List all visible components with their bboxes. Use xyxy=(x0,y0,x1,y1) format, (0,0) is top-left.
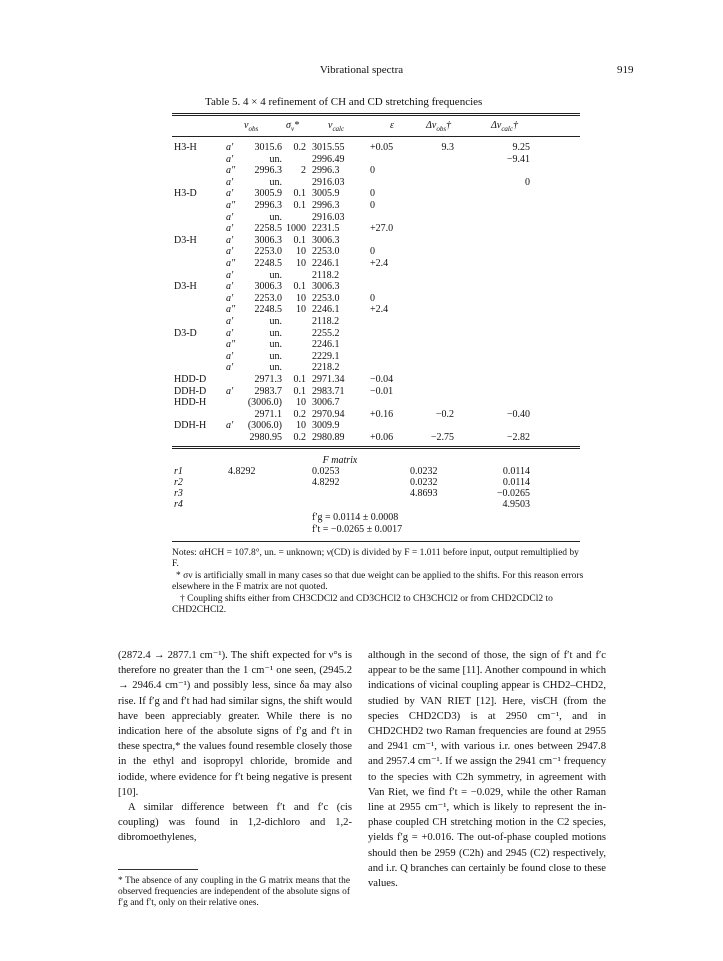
f-matrix-cell-col-4: 0.0114 xyxy=(502,477,530,488)
table-cell-dnu-calc: 0 xyxy=(525,176,530,188)
table-cell-nu-obs: un. xyxy=(269,327,282,339)
table-cell-dnu-calc: −2.82 xyxy=(506,432,530,443)
table-cell-sigma: 0.1 xyxy=(293,234,306,246)
table-note-1: Notes: αHCH = 107.8°, un. = unknown; ν(CD) is divided by F = 1.011 before input, output remultiplied by F. xyxy=(172,548,579,569)
table-cell-symmetry: a′ xyxy=(226,234,234,246)
table-cell-symmetry: a′ xyxy=(226,246,234,258)
table-cell-nu-calc: 2996.49 xyxy=(312,153,345,165)
table-cell-symmetry: a′ xyxy=(226,176,234,188)
table-cell-symmetry: a′ xyxy=(226,211,234,223)
table-cell-nu-calc: 2246.1 xyxy=(312,304,340,316)
table-cell-nu-calc: 3009.9 xyxy=(312,420,340,432)
f-matrix-cell-col-3: 0.0232 xyxy=(410,466,438,477)
table-cell-sigma: 10 xyxy=(296,246,306,258)
table-cell-symmetry: a″ xyxy=(226,304,236,316)
body-left-paragraph-1: (2872.4 → 2877.1 cm⁻¹). The shift expected for ν°s is therefore no greater than the 1 cm⁻¹ one seen, (2945.2 → 2946.4 cm⁻¹) and possibly less, since δa may also rise. If f′g and f′t had had similar signs, the shift would have been appreciably greater. While there is no indication here of the absolute signs of f′g and f′t in these spectra,* the values found resemble closely those in the ethyl and isopropyl chloride, bromide and iodide, where evidence for f′t being negative is present [10]. xyxy=(118,650,352,798)
table-cell-species: D3-D xyxy=(174,327,197,339)
table-cell-nu-obs: un. xyxy=(269,176,282,188)
table-bottom-rule xyxy=(172,446,580,447)
table-cell-epsilon: +0.05 xyxy=(370,142,394,153)
table-cell-epsilon: 0 xyxy=(370,200,375,211)
f-matrix-cell-label: r3 xyxy=(174,488,183,499)
table-cell-symmetry: a′ xyxy=(226,269,234,281)
table-cell-nu-obs: (3006.0) xyxy=(247,420,282,432)
table-cell-symmetry: a′ xyxy=(226,350,234,362)
table-cell-nu-obs: 2980.95 xyxy=(249,432,282,443)
table-cell-nu-obs: 3006.3 xyxy=(254,281,282,293)
table-cell-epsilon: −0.04 xyxy=(370,374,394,385)
col-header-sigma: $\sigma_\nu*$ xyxy=(286,120,300,133)
table-cell-sigma: 1000 xyxy=(286,223,306,235)
table-cell-nu-calc: 2253.0 xyxy=(312,246,340,258)
f-matrix-cell-col-3: 0.0232 xyxy=(410,477,438,488)
table-cell-symmetry: a′ xyxy=(226,420,234,432)
table-cell-sigma: 10 xyxy=(296,304,306,316)
table-cell-nu-calc: 2118.2 xyxy=(312,269,340,281)
table-cell-symmetry: a′ xyxy=(226,292,234,304)
table-cell-nu-calc: 3006.3 xyxy=(312,281,340,293)
table-cell-nu-obs: 2248.5 xyxy=(254,304,282,316)
table-cell-epsilon: 0 xyxy=(370,292,375,304)
table-cell-nu-calc: 2983.71 xyxy=(312,385,345,397)
table-cell-sigma: 0.2 xyxy=(293,408,306,420)
table-cell-symmetry: a″ xyxy=(226,165,236,177)
table-cell-dnu-obs: 9.3 xyxy=(441,142,454,153)
table-cell-sigma: 0.1 xyxy=(293,200,306,211)
f-matrix-cell-label: r1 xyxy=(174,466,183,477)
table-cell-sigma: 10 xyxy=(296,420,306,432)
f-matrix-cell-col-3: 4.8693 xyxy=(410,488,438,499)
table-cell-species: H3-D xyxy=(174,188,197,200)
table-cell-symmetry: a′ xyxy=(226,223,234,235)
table-cell-nu-calc: 2218.2 xyxy=(312,362,340,374)
table-cell-sigma: 10 xyxy=(296,258,306,269)
body-right-paragraph-1: although in the second of those, the sign of f′t and f′c appear to be the same [11]. Another compound in which indications of vicinal coupling appear is CHD2–CHD2, studied by VAN RIET [12]. Here, νisCH (from the species CHD2CD3) is at 2950 cm⁻¹, and in CHD2CHD2 two Raman frequencies are found at 2955 and 2941 cm⁻¹, with various i.r. ones between 2947.8 and 2957.4 cm⁻¹. If we assign the 2941 cm⁻¹ frequency to the species with C2h symmetry, in agreement with Van Riet, we find f′t = −0.029, while the other Raman line at 2955 cm⁻¹, which is likely to represent the in-phase coupled CH stretching motion in the C2 species, yields f′g = +0.016. The out-of-phase coupled motions should then be 2959 (C2h) and 2945 (C2) respectively, and i.r. Q branches can certainly be found close to these values. xyxy=(368,650,606,890)
table-cell-epsilon: +0.06 xyxy=(370,432,394,443)
f-matrix-cell-col-2: 4.8292 xyxy=(312,477,340,488)
col-header-nu-calc: $\nu_{calc}$ xyxy=(328,120,345,133)
table-cell-species: D3-H xyxy=(174,281,197,293)
f-matrix-cell-col-2: 0.0253 xyxy=(312,466,340,477)
table-cell-nu-calc: 2229.1 xyxy=(312,350,340,362)
table-cell-nu-obs: un. xyxy=(269,269,282,281)
table-cell-nu-calc: 2246.1 xyxy=(312,258,340,269)
table-cell-epsilon: 0 xyxy=(370,246,375,258)
col-header-dnu-obs: $\Delta\nu_{obs}\dagger$ xyxy=(426,120,452,133)
body-left-paragraph-2: A similar difference between f′t and f′c (cis coupling) was found in 1,2-dichloro and 1,2-dibromoethylenes, xyxy=(118,802,352,844)
table-cell-nu-obs: 3015.6 xyxy=(254,142,282,153)
table-cell-nu-obs: un. xyxy=(269,211,282,223)
f-matrix-cell-col-1: 4.8292 xyxy=(228,466,256,477)
f-matrix-cell-label: r2 xyxy=(174,477,183,488)
table-cell-nu-calc: 2980.89 xyxy=(312,432,345,443)
table-note-2: * σν is artificially small in many cases so that due weight can be applied to the shifts. For this reason errors elsewhere in the F matrix are not quoted. xyxy=(172,571,584,592)
table-cell-nu-calc: 2253.0 xyxy=(312,292,340,304)
table-cell-epsilon: 0 xyxy=(370,188,375,200)
table-cell-species: DDH-H xyxy=(174,420,207,432)
f-matrix-label: F matrix xyxy=(322,455,358,466)
table-cell-epsilon: 0 xyxy=(370,165,375,177)
table-cell-nu-obs: 2996.3 xyxy=(254,165,282,177)
table-cell-nu-obs: 3006.3 xyxy=(254,234,282,246)
body-right-column xyxy=(368,648,606,891)
table-cell-nu-obs: 2971.1 xyxy=(254,408,282,420)
table-cell-nu-obs: un. xyxy=(269,153,282,165)
table-cell-nu-obs: 2971.3 xyxy=(254,374,282,385)
table-cell-symmetry: a′ xyxy=(226,385,234,397)
table-cell-species: D3-H xyxy=(174,234,197,246)
table-cell-nu-obs: 2258.5 xyxy=(254,223,282,235)
table-cell-symmetry: a″ xyxy=(226,258,236,269)
table-cell-nu-obs: un. xyxy=(269,339,282,351)
table-cell-symmetry: a′ xyxy=(226,316,234,327)
table-cell-nu-calc: 2118.2 xyxy=(312,316,340,327)
table-cell-sigma: 10 xyxy=(296,292,306,304)
table-cell-nu-calc: 2971.34 xyxy=(312,374,345,385)
footnote: * The absence of any coupling in the G matrix means that the observed frequencies are independent of the absolute signs of f′g and f′t, only on their relative ones. xyxy=(118,876,350,908)
table-cell-nu-calc: 3006.3 xyxy=(312,234,340,246)
table-cell-sigma: 0.1 xyxy=(293,385,306,397)
col-header-nu-obs: $\nu_{obs}$ xyxy=(244,120,259,133)
table-bottom-rule-2 xyxy=(172,448,580,449)
table-cell-symmetry: a″ xyxy=(226,200,236,211)
col-header-epsilon: ε xyxy=(390,120,394,131)
table-cell-species: H3-H xyxy=(174,142,197,153)
table-cell-sigma: 10 xyxy=(296,397,306,409)
f-matrix-cell-label: r4 xyxy=(174,499,183,510)
table-cell-sigma: 2 xyxy=(301,165,306,177)
table-cell-epsilon: −0.01 xyxy=(370,385,394,397)
table-cell-dnu-calc: −0.40 xyxy=(506,408,530,420)
table-cell-epsilon: +2.4 xyxy=(370,258,389,269)
table-cell-epsilon: +2.4 xyxy=(370,304,389,316)
body-left-column xyxy=(118,648,352,846)
table-cell-nu-obs: 2248.5 xyxy=(254,258,282,269)
table-cell-nu-obs: 3005.9 xyxy=(254,188,282,200)
table-cell-symmetry: a′ xyxy=(226,362,234,374)
f-t-value: f′t = −0.0265 ± 0.0017 xyxy=(312,524,403,535)
table-cell-nu-obs: (3006.0) xyxy=(247,397,282,409)
table-cell-nu-obs: 2983.7 xyxy=(254,385,282,397)
table-cell-species: HDD-D xyxy=(174,374,207,385)
table-cell-epsilon: +27.0 xyxy=(370,223,394,235)
table-top-rule-2 xyxy=(172,115,580,116)
table-cell-nu-obs: 2996.3 xyxy=(254,200,282,211)
footnote-rule xyxy=(118,869,198,870)
f-matrix-cell-col-4: 4.9503 xyxy=(502,499,530,510)
table-caption: Table 5. 4 × 4 refinement of CH and CD stretching frequencies xyxy=(205,96,483,108)
table-cell-nu-calc: 3005.9 xyxy=(312,188,340,200)
table-top-rule xyxy=(172,113,580,114)
f-matrix-cell-col-4: 0.0114 xyxy=(502,466,530,477)
table-cell-sigma: 0.1 xyxy=(293,188,306,200)
table-cell-nu-obs: un. xyxy=(269,316,282,327)
table-cell-nu-calc: 2255.2 xyxy=(312,327,340,339)
table-cell-symmetry: a′ xyxy=(226,281,234,293)
f-matrix-cell-col-4: −0.0265 xyxy=(496,488,530,499)
table-cell-nu-calc: 2996.3 xyxy=(312,165,340,177)
table-cell-symmetry: a′ xyxy=(226,327,234,339)
notes-rule xyxy=(172,541,580,542)
table-cell-sigma: 0.1 xyxy=(293,374,306,385)
table-cell-nu-calc: 2970.94 xyxy=(312,408,345,420)
table-cell-symmetry: a′ xyxy=(226,142,234,153)
table-cell-nu-obs: un. xyxy=(269,350,282,362)
table-cell-species: DDH-D xyxy=(174,385,207,397)
table-cell-nu-calc: 2246.1 xyxy=(312,339,340,351)
table-cell-dnu-obs: −2.75 xyxy=(430,432,454,443)
table-cell-dnu-calc: 9.25 xyxy=(512,142,530,153)
table-cell-sigma: 0.1 xyxy=(293,281,306,293)
table-cell-symmetry: a′ xyxy=(226,188,234,200)
table-header-rule xyxy=(172,136,580,137)
table-cell-symmetry: a′ xyxy=(226,153,234,165)
table-cell-nu-calc: 2916.03 xyxy=(312,211,345,223)
table-cell-symmetry: a″ xyxy=(226,339,236,351)
table-note-3: † Coupling shifts either from CH3CDCl2 and CD3CHCl2 to CH3CHCl2 or from CHD2CDCl2 to CHD2CHCl2. xyxy=(172,594,553,615)
running-header-title: Vibrational spectra xyxy=(319,64,404,76)
table-cell-sigma: 0.2 xyxy=(293,142,306,153)
table-cell-nu-obs: 2253.0 xyxy=(254,292,282,304)
table-cell-epsilon: +0.16 xyxy=(370,408,394,420)
table-cell-nu-calc: 2996.3 xyxy=(312,200,340,211)
table-cell-dnu-obs: −0.2 xyxy=(435,408,454,420)
table-cell-nu-obs: 2253.0 xyxy=(254,246,282,258)
table-cell-sigma: 0.2 xyxy=(293,432,306,443)
col-header-dnu-calc: $\Delta\nu_{calc}\dagger$ xyxy=(491,120,518,133)
table-cell-nu-calc: 2231.5 xyxy=(312,223,340,235)
page-number: 919 xyxy=(617,64,634,76)
table-cell-nu-calc: 3015.55 xyxy=(312,142,345,153)
table-cell-nu-obs: un. xyxy=(269,362,282,374)
table-cell-species: HDD-H xyxy=(174,397,207,409)
f-g-value: f′g = 0.0114 ± 0.0008 xyxy=(312,512,399,523)
table-cell-dnu-calc: −9.41 xyxy=(506,153,530,165)
table-cell-nu-calc: 3006.7 xyxy=(312,397,340,409)
table-cell-nu-calc: 2916.03 xyxy=(312,176,345,188)
